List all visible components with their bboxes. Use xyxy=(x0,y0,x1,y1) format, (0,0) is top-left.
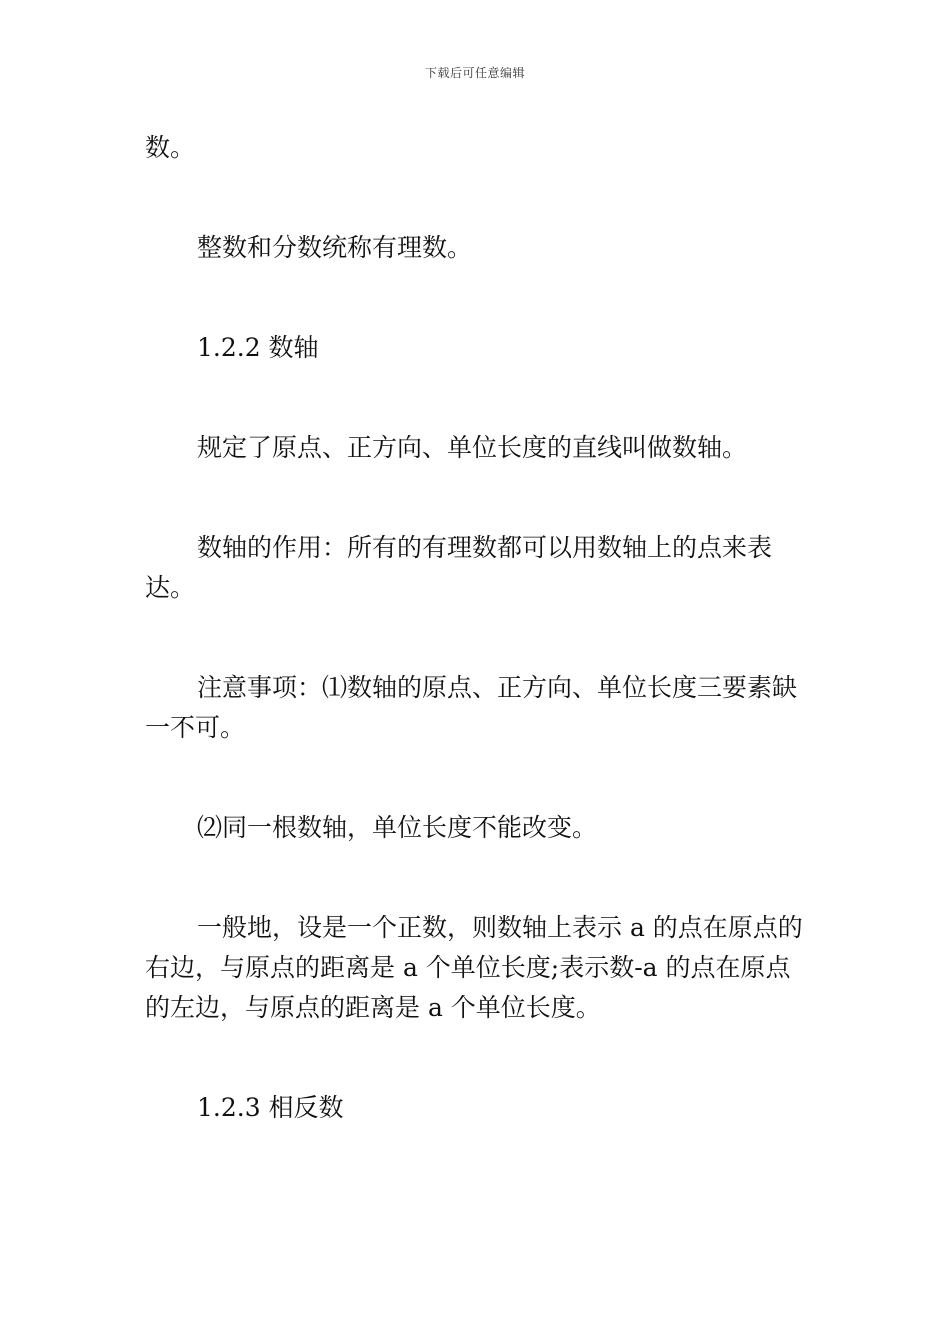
section-heading-number-line: 1.2.2 数轴 xyxy=(197,333,319,362)
paragraph-notes-2: ⑵同一根数轴，单位长度不能改变。 xyxy=(197,813,598,842)
paragraph-rational-numbers: 整数和分数统称有理数。 xyxy=(197,233,473,262)
paragraph-continuation: 数。 xyxy=(145,133,196,162)
paragraph-positive-negative: 一般地，设是一个正数，则数轴上表示 a 的点在原点的右边，与原点的距离是 a 个单位长度;表示数-a 的点在原点的左边，与原点的距离是 a 个单位长度。 xyxy=(145,913,803,1022)
section-heading-opposite-numbers: 1.2.3 相反数 xyxy=(197,1093,344,1122)
document-body xyxy=(145,128,807,1128)
header-note: 下载后可任意编辑 xyxy=(424,66,525,80)
paragraph-number-line-definition: 规定了原点、正方向、单位长度的直线叫做数轴。 xyxy=(197,433,748,462)
paragraph-number-line-purpose: 数轴的作用：所有的有理数都可以用数轴上的点来表达。 xyxy=(145,533,773,602)
paragraph-notes-1: 注意事项：⑴数轴的原点、正方向、单位长度三要素缺一不可。 xyxy=(145,673,798,742)
